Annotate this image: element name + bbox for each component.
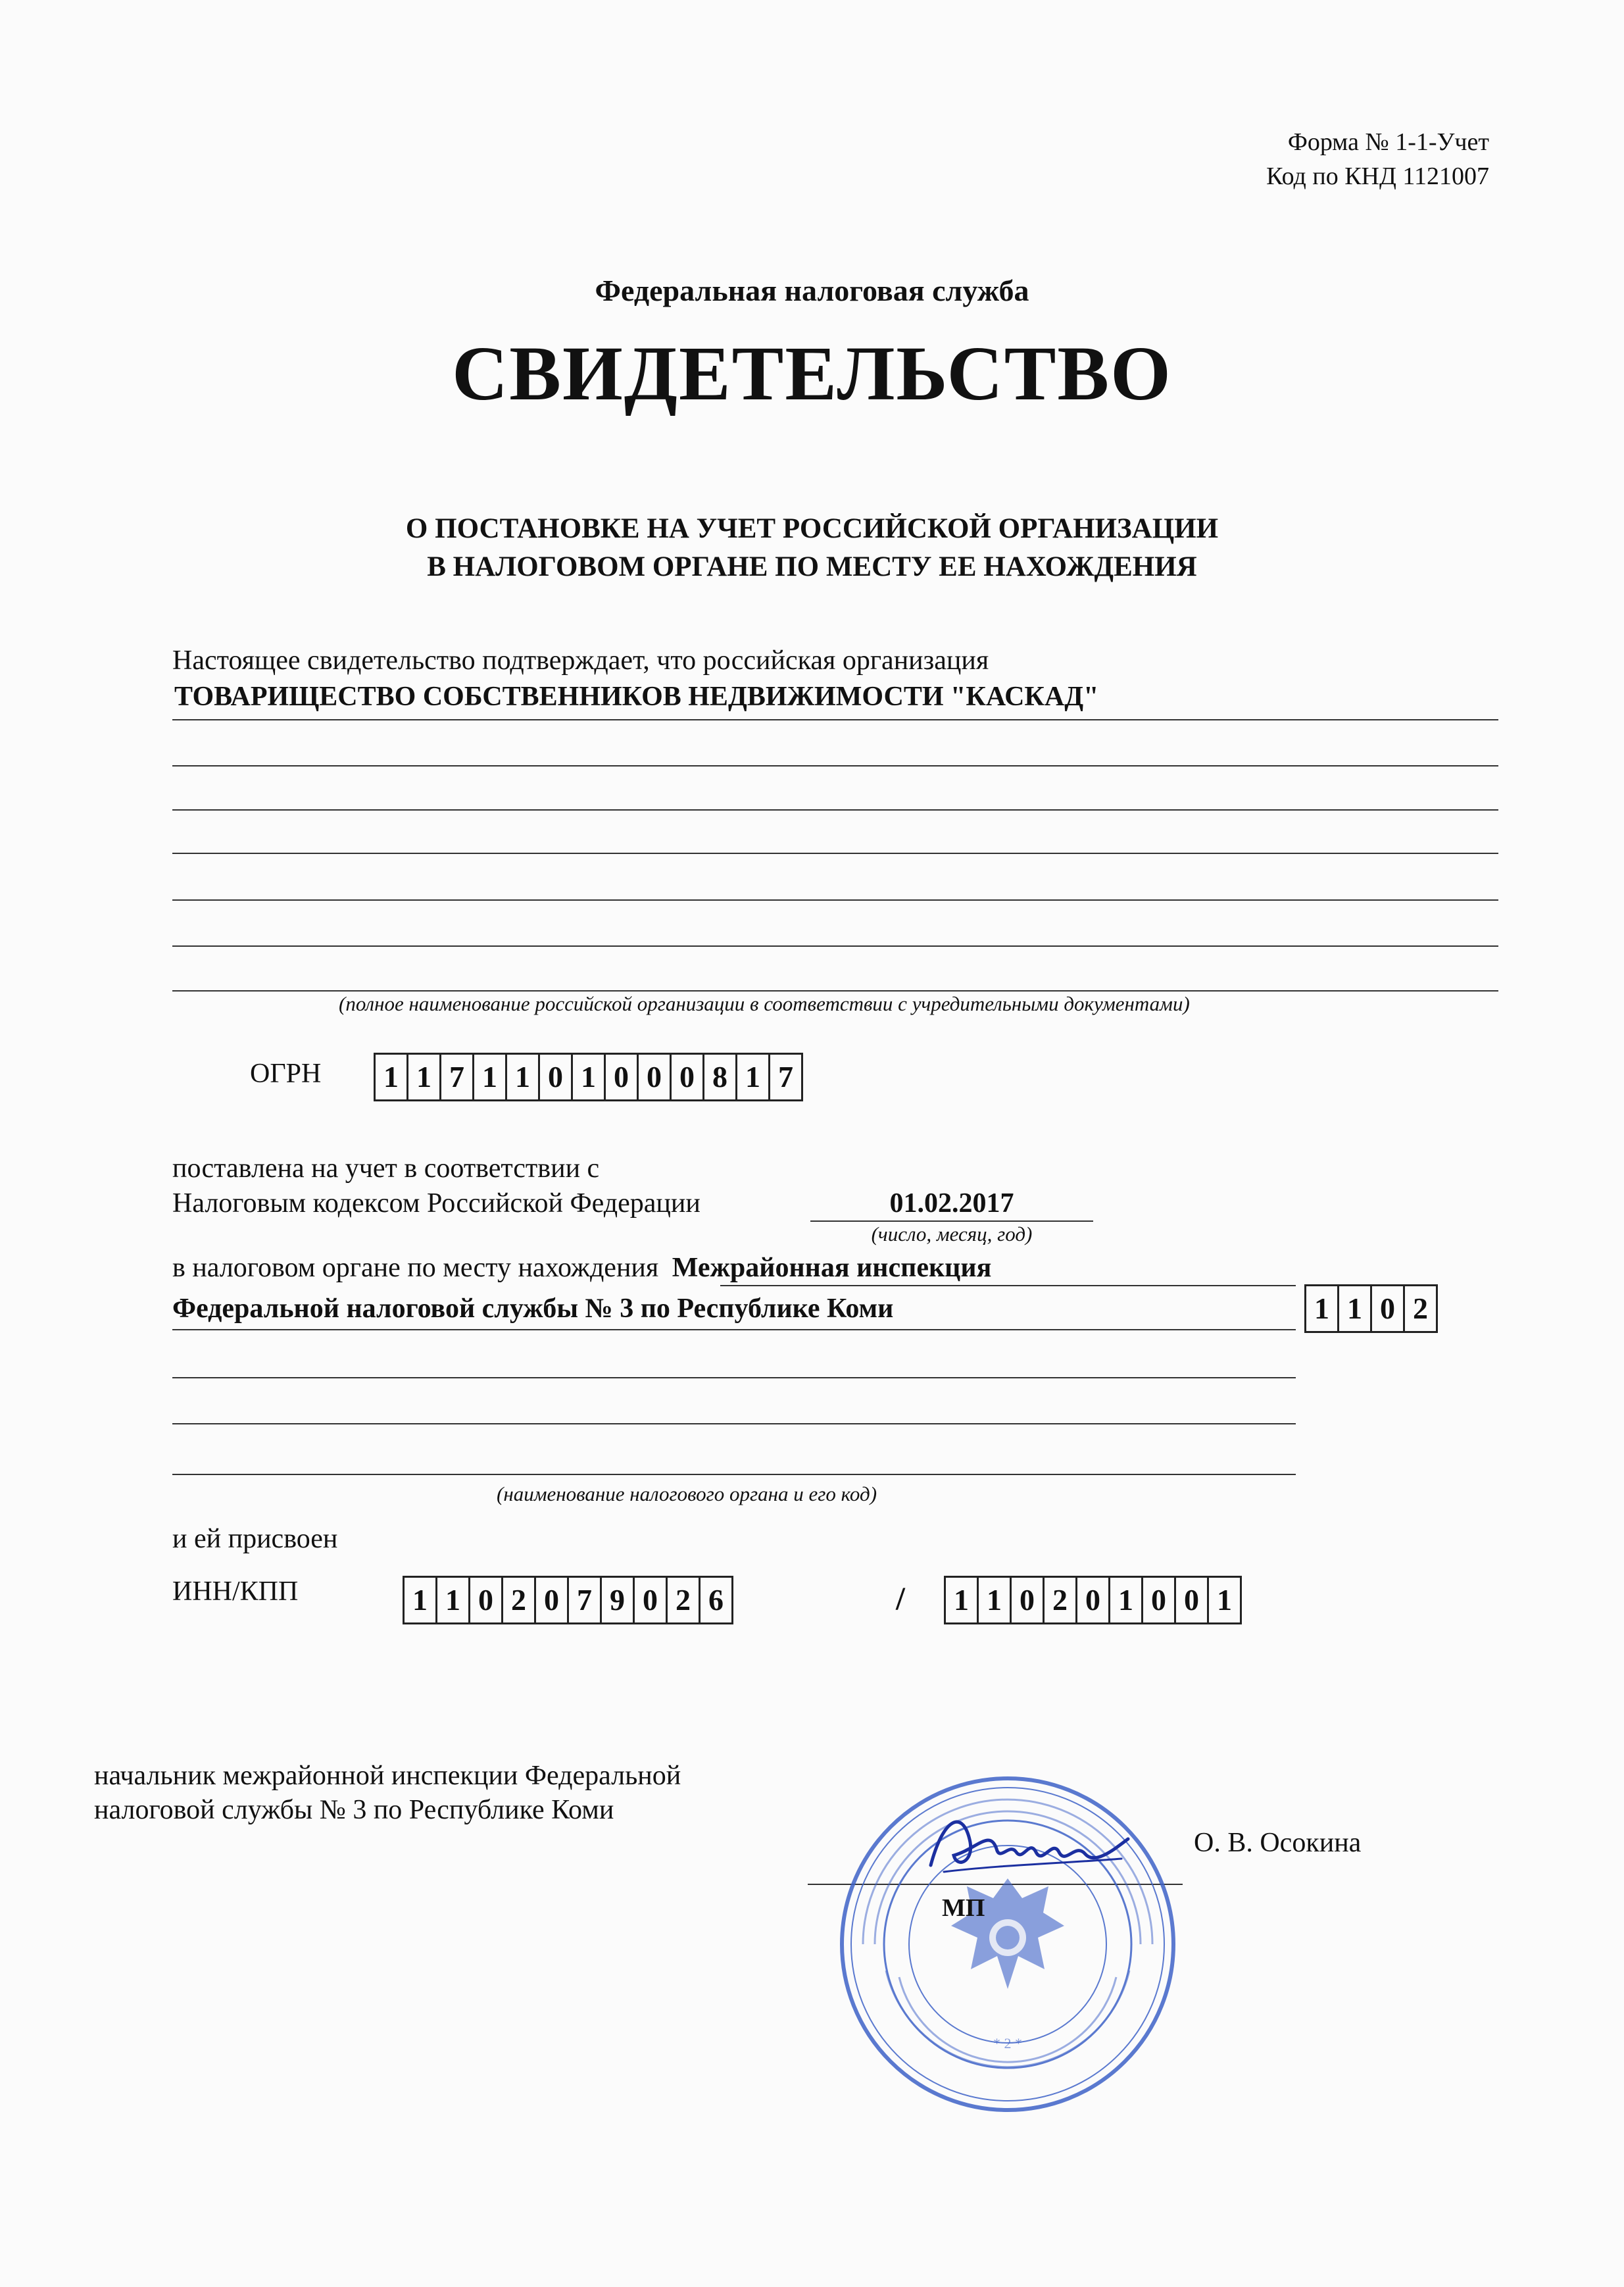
ogrn-digit: 0 (606, 1055, 639, 1099)
tax-authority-prefix (172, 1252, 991, 1284)
ogrn-label: ОГРН (250, 1059, 322, 1089)
inn-digit: 0 (470, 1578, 503, 1622)
inn-boxes (403, 1576, 733, 1624)
svg-text:* 2 *: * 2 * (993, 2035, 1022, 2051)
registration-line-1: поставлена на учет в соответствии с (172, 1153, 600, 1184)
inn-digit: 2 (668, 1578, 701, 1622)
tax-authority-name-1: Межрайонная инспекция (672, 1253, 992, 1283)
ogrn-digit: 0 (639, 1055, 672, 1099)
tax-authority-code-digit: 1 (1306, 1286, 1339, 1331)
org-line-6 (172, 945, 1498, 947)
inn-digit: 0 (536, 1578, 569, 1622)
intro-text: Настоящее свидетельство подтверждает, что российская организация (172, 645, 989, 676)
kpp-digit: 0 (1012, 1578, 1045, 1622)
date-line (810, 1220, 1093, 1222)
signature (918, 1803, 1135, 1888)
ogrn-digit: 1 (408, 1055, 441, 1099)
registration-line-2: Налоговым кодексом Российской Федерации (172, 1188, 701, 1219)
assigned-label: и ей присвоен (172, 1524, 338, 1554)
org-line-4 (172, 853, 1498, 854)
tax-authority-name-2: Федеральной налоговой службы № 3 по Республике Коми (172, 1294, 894, 1324)
tax-authority-code-digit: 1 (1339, 1286, 1372, 1331)
inn-digit: 0 (635, 1578, 668, 1622)
ogrn-digit: 7 (778, 1060, 793, 1093)
tax-authority-caption: (наименование налогового органа и его код) (497, 1482, 877, 1505)
form-number: Форма № 1-1-Учет (1287, 128, 1489, 156)
kpp-digit: 1 (1217, 1583, 1232, 1617)
ogrn-digit: 7 (441, 1055, 474, 1099)
authority-line-4 (172, 1423, 1296, 1424)
inn-kpp-label: ИНН/КПП (172, 1576, 299, 1607)
kpp-boxes (944, 1576, 1242, 1624)
kpp-digit: 0 (1176, 1578, 1209, 1622)
tax-authority-prefix-text: в налоговом органе по месту нахождения (172, 1253, 659, 1283)
inn-digit: 1 (405, 1578, 437, 1622)
inn-digit: 6 (708, 1583, 724, 1617)
organization-name: ТОВАРИЩЕСТВО СОБСТВЕННИКОВ НЕДВИЖИМОСТИ "КАСКАД" (174, 682, 1099, 712)
org-line-2 (172, 765, 1498, 767)
kpp-digit: 0 (1077, 1578, 1110, 1622)
document-subtitle (0, 510, 1624, 586)
stamp-mp-label: МП (942, 1894, 985, 1922)
ogrn-digit: 0 (540, 1055, 573, 1099)
inn-kpp-separator: / (896, 1580, 905, 1617)
form-header (1266, 125, 1489, 193)
ogrn-digit: 8 (704, 1055, 737, 1099)
kpp-digit: 1 (979, 1578, 1012, 1622)
inn-digit: 9 (602, 1578, 635, 1622)
kpp-digit: 2 (1045, 1578, 1077, 1622)
kpp-digit: 0 (1143, 1578, 1176, 1622)
document-title: СВИДЕТЕЛЬСТВО (452, 330, 1172, 416)
kpp-digit: 1 (1110, 1578, 1143, 1622)
org-line-3 (172, 809, 1498, 811)
inn-digit: 2 (503, 1578, 536, 1622)
authority-line-1 (720, 1285, 1296, 1286)
inn-digit: 7 (569, 1578, 602, 1622)
authority-line-3 (172, 1377, 1296, 1378)
knd-code: Код по КНД 1121007 (1266, 163, 1489, 190)
ogrn-digit: 1 (376, 1055, 408, 1099)
tax-authority-code-digit: 0 (1372, 1286, 1405, 1331)
inn-digit: 1 (437, 1578, 470, 1622)
ogrn-digit: 1 (737, 1055, 770, 1099)
org-line-5 (172, 899, 1498, 901)
ogrn-boxes (374, 1053, 803, 1101)
agency-name: Федеральная налоговая служба (595, 274, 1029, 307)
tax-authority-code-digit: 2 (1413, 1292, 1428, 1325)
position-line-2: налоговой службы № 3 по Республике Коми (94, 1795, 614, 1825)
signatory-position (94, 1759, 681, 1827)
organization-caption: (полное наименование российской организации в соответствии с учредительными документами) (339, 992, 1190, 1015)
ogrn-digit: 1 (507, 1055, 540, 1099)
org-line-1 (172, 719, 1498, 720)
tax-authority-code-boxes (1304, 1284, 1438, 1333)
ogrn-digit: 1 (573, 1055, 606, 1099)
position-line-1: начальник межрайонной инспекции Федеральной (94, 1761, 681, 1791)
org-line-7 (172, 990, 1498, 992)
ogrn-digit: 1 (474, 1055, 507, 1099)
registration-date: 01.02.2017 (889, 1188, 1014, 1219)
authority-line-2 (172, 1329, 1296, 1330)
authority-line-5 (172, 1474, 1296, 1475)
subtitle-line-2: В НАЛОГОВОМ ОРГАНЕ ПО МЕСТУ ЕЕ НАХОЖДЕНИЯ (427, 551, 1197, 582)
date-caption: (число, месяц, год) (871, 1222, 1033, 1245)
signatory-name: О. В. Осокина (1194, 1828, 1362, 1858)
ogrn-digit: 0 (672, 1055, 704, 1099)
kpp-digit: 1 (946, 1578, 979, 1622)
subtitle-line-1: О ПОСТАНОВКЕ НА УЧЕТ РОССИЙСКОЙ ОРГАНИЗАЦИИ (405, 513, 1219, 544)
